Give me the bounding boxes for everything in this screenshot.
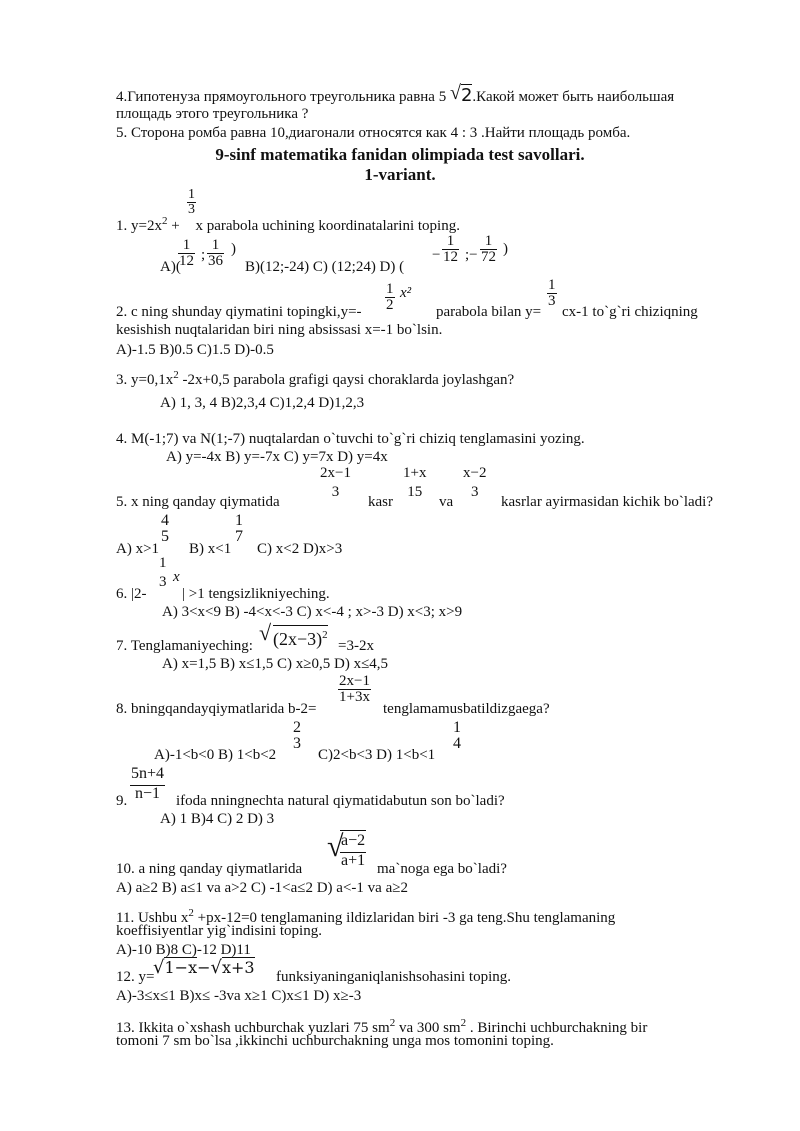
question-9-number: 9. — [116, 793, 128, 809]
question-10: 10. a ning qanday qiymatlarida — [116, 861, 303, 877]
q4-options: A) y=-4x B) y=-7x C) y=7x D) y=4x — [166, 449, 388, 465]
q10-sqrt-icon: √ — [327, 830, 344, 863]
top-problem-4 — [116, 82, 675, 106]
q2-line2: kesishish nuqtalaridan biri ning absissasi x=-1 bo`lsin. — [116, 322, 443, 338]
q1-frac-d2: 1 72 — [481, 233, 496, 265]
q1-paren: ) — [231, 241, 236, 257]
q6-post: | >1 tengsizlikniyeching. — [182, 586, 330, 602]
q5-options-cd: C) x<2 D)x>3 — [257, 541, 343, 557]
q12-options: A)-3≤x≤1 B)x≤ -3va x≥1 C)x≤1 D) x≥-3 — [116, 988, 362, 1004]
q5-option-b: B) x<1 — [189, 541, 232, 557]
q5-post: kasrlar ayirmasidan kichik bo`ladi? — [501, 494, 714, 510]
q2-fraction-2: 1 3 — [548, 277, 556, 309]
q1-options-bcd: B)(12;-24) C) (12;24) D) ( — [245, 259, 405, 275]
top-q4-text-end: .Какой может быть наибольшая — [472, 89, 675, 105]
question-5: 5. x ning qanday qiymatida — [116, 494, 280, 510]
q10-post: ma`noga ega bo`ladi? — [377, 861, 507, 877]
question-1: 1. $y=2x^2 + x$ parabola uchining koordinatalarini toping. — [116, 215, 460, 234]
question-8: 8. bningqandayqiymatlarida b-2= — [116, 701, 317, 717]
q5-kasr: kasr — [368, 494, 393, 510]
q2-options: A)-1.5 B)0.5 C)1.5 D)-0.5 — [116, 342, 274, 358]
q2-xsq: x² — [400, 285, 412, 301]
q6-options: A) 3<x<9 B) -4<x<-3 C) x<-4 ; x>-3 D) x<3; x>9 — [162, 604, 463, 620]
top-q4-text: 4.Гипотенуза прямоугольного треугольника равна 5 — [116, 89, 447, 105]
q8-options-cd: C)2<b<3 D) 1<b<1 — [318, 747, 436, 763]
q1-option-a: A)( — [160, 259, 181, 275]
q12-post: funksiyaninganiqlanishsohasini toping. — [276, 969, 511, 985]
sqrt-icon-2: √ — [210, 957, 222, 978]
q13-line2: tomoni 7 sm bo`lsa ,ikkinchi uchburchakning unga mos tomonini toping. — [116, 1033, 554, 1049]
question-12: 12. y= — [116, 969, 155, 985]
q1-frac-a2: 1 36 — [208, 237, 223, 269]
q10-options: A) a≥2 B) a≤1 va a>2 C) -1<a≤2 D) a<-1 va a≥2 — [116, 880, 408, 896]
q5-frac-a: 4 5 — [161, 512, 169, 545]
q5-frac-b: 1 7 — [235, 512, 243, 545]
page-title: 9-sinf matematika fanidan olimpiada test savollari. — [215, 145, 585, 164]
q11-line2: koeffisiyentlar yig`indisini toping. — [116, 923, 322, 939]
question-11: 11. Ushbu $x^2 +px-12=0$ tenglamaning ildizlaridan biri -3 ga teng.Shu tenglamaning — [116, 907, 616, 926]
sqrt-sign-icon: √ — [449, 82, 461, 104]
question-13: 13. Ikkita o`xshash uchburchak yuzlari 75 $sm^2$ va 300 $sm^2$ . Birinchi uchburchakning bir — [116, 1017, 648, 1036]
q9-fraction: 5n+4 n−1 — [131, 765, 165, 802]
q5-frac-1: 2x−1 3 — [320, 465, 351, 500]
q7-options: A) x=1,5 B) x≤1,5 C) x≥0,5 D) x≤4,5 — [162, 656, 389, 672]
q8-fraction: 2x−1 1+3x — [339, 673, 370, 705]
q8-options-ab: A)-1<b<0 B) 1<b<2 — [154, 747, 277, 763]
q2-post: cx-1 to`g`ri chiziqning — [562, 304, 698, 320]
q5-option-a: A) x>1 — [116, 541, 160, 557]
top-q4-line2: площадь этого треугольника ? — [116, 106, 309, 122]
q7-radicand: $(2x-3)^2$ — [273, 625, 328, 648]
q2-fraction: 1 2 — [386, 281, 394, 313]
q5-va: va — [439, 494, 454, 510]
q7-sqrt-icon: √ — [259, 620, 272, 645]
q1-frac-a1: 1 12 — [179, 237, 194, 269]
sqrt-icon-1: √ — [153, 957, 165, 978]
q1-fraction: 1 3 — [188, 187, 195, 217]
q8-frac-d: 1 4 — [453, 719, 461, 752]
q6-fraction: 1 3 — [159, 555, 167, 590]
q7-post: =3-2x — [338, 638, 374, 654]
q12-radicals: √1−x−√x+3 — [153, 957, 255, 978]
q1-paren-d: ) — [503, 241, 508, 257]
q1-semi-minus: ;− — [465, 247, 478, 263]
q1-frac-d1: 1 12 — [443, 233, 458, 265]
q5-frac-3: x−2 3 — [463, 465, 487, 500]
q11-options: A)-10 B)8 C)-12 D)11 — [116, 942, 251, 958]
q1-minus: − — [432, 247, 441, 263]
q3-options: A) 1, 3, 4 B)2,3,4 C)1,2,4 D)1,2,3 — [160, 395, 365, 411]
q1-semicolon: ; — [201, 247, 206, 263]
q2-mid: parabola bilan y= — [436, 304, 542, 320]
question-2: 2. c ning shunday qiymatini topingki,y=- — [116, 304, 362, 320]
question-4: 4. M(-1;7) va N(1;-7) nuqtalardan o`tuvchi to`g`ri chiziq tenglamasini yozing. — [116, 431, 585, 447]
q8-post: tenglamamusbatildizgaega? — [383, 701, 550, 717]
variant-title: 1-variant. — [364, 165, 436, 184]
q8-frac-b: 2 3 — [293, 719, 301, 752]
q10-fraction: a−2 a+1 — [341, 832, 366, 869]
question-3: 3. $y=0,1x^2$ -2x+0,5 parabola grafigi qaysi choraklarda joylashgan? — [116, 369, 515, 388]
question-7: 7. Tenglamaniyeching: — [116, 638, 253, 654]
question-6: 6. |2- — [116, 586, 147, 602]
question-9: ifoda nningnechta natural qiymatidabutun son bo`ladi? — [176, 793, 505, 809]
q6-x: x — [173, 569, 180, 585]
top-problem-5: 5. Сторона ромба равна 10,диагонали относятся как 4 : 3 .Найти площадь ромба. — [116, 125, 631, 141]
q9-options: A) 1 B)4 C) 2 D) 3 — [160, 811, 275, 827]
top-q4-radicand: 2 — [460, 85, 473, 106]
q5-frac-2: 1+x 15 — [403, 465, 427, 500]
